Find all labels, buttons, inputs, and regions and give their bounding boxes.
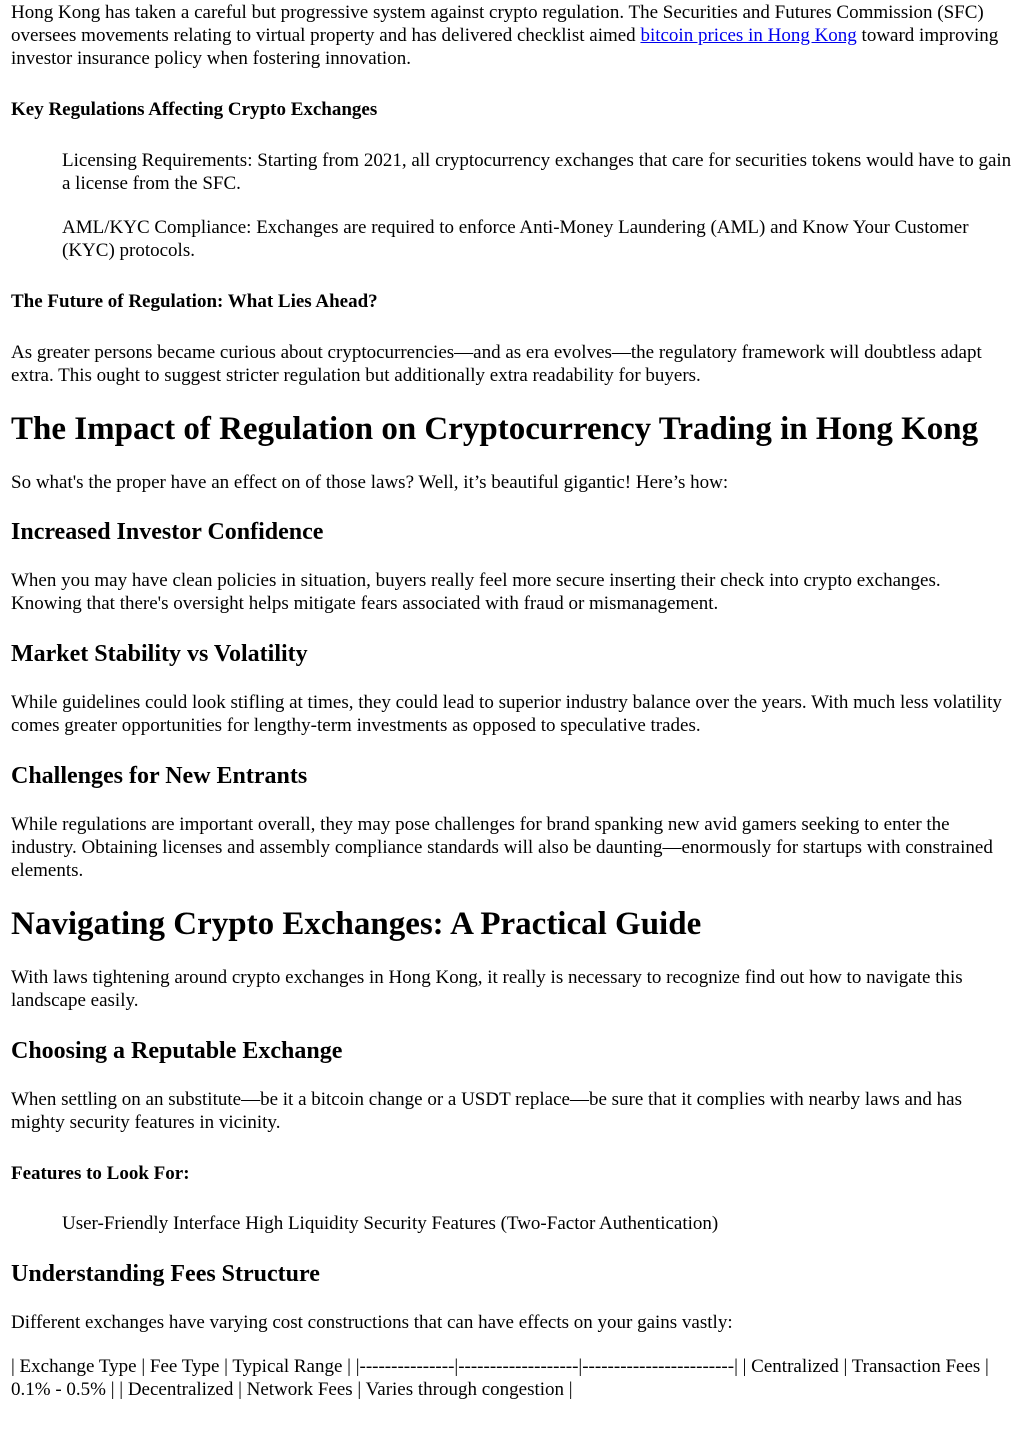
choosing-exchange-paragraph: When settling on an substitute—be it a bitcoin change or a USDT replace—be sure that it complies with nearby laws and has mighty security features in vicinity.	[11, 1089, 962, 1133]
key-regulations-heading: Key Regulations Affecting Crypto Exchanges	[11, 99, 378, 120]
features-list: User-Friendly Interface High Liquidity Security Features (Two-Factor Authentication)	[62, 1213, 719, 1234]
future-paragraph: As greater persons became curious about cryptocurrencies—and as era evolves—the regulatory framework will doubtless adapt extra. This ought to suggest stricter regulation but additionally extra readability for buyers.	[11, 342, 982, 386]
new-entrants-heading: Challenges for New Entrants	[11, 763, 308, 789]
regulation-item-aml-kyc: AML/KYC Compliance: Exchanges are required to enforce Anti-Money Laundering (AML) and Know Your Customer (KYC) protocols.	[62, 217, 969, 261]
intro-text-start: Hong Kong has taken a careful but progressive system against crypto regulation. The Securities and Futures Commission (SFC) oversees movements relating to virtual property and has delivered checklist aimed	[11, 2, 984, 46]
features-heading: Features to Look For:	[11, 1163, 190, 1184]
navigating-heading: Navigating Crypto Exchanges: A Practical Guide	[11, 906, 702, 942]
fees-table-text: | Exchange Type | Fee Type | Typical Range | |---------------|-------------------|------------------------| | Centralized | Transaction Fees | 0.1% - 0.5% | | Decentralized | Network Fees | Varies through congestion |	[11, 1356, 989, 1400]
impact-intro: So what's the proper have an effect on of those laws? Well, it’s beautiful gigantic! Here’s how:	[11, 472, 729, 493]
impact-heading: The Impact of Regulation on Cryptocurrency Trading in Hong Kong	[11, 411, 979, 447]
regulation-item-licensing: Licensing Requirements: Starting from 2021, all cryptocurrency exchanges that care for securities tokens would have to gain a license from the SFC.	[62, 150, 1012, 194]
investor-confidence-heading: Increased Investor Confidence	[11, 519, 324, 545]
market-stability-paragraph: While guidelines could look stifling at times, they could lead to superior industry balance over the years. With much less volatility comes greater opportunities for lengthy-term investments as opposed to speculative trades.	[11, 692, 1002, 736]
fees-intro: Different exchanges have varying cost constructions that can have effects on your gains vastly:	[11, 1312, 733, 1333]
intro-text-end: toward improving investor insurance policy when fostering innovation.	[11, 25, 999, 69]
bitcoin-prices-link[interactable]: bitcoin prices in Hong Kong	[640, 25, 857, 46]
investor-confidence-paragraph: When you may have clean policies in situation, buyers really feel more secure inserting their check into crypto exchanges. Knowing that there's oversight helps mitigate fears associated with fraud or mismanagement.	[11, 570, 941, 614]
market-stability-heading: Market Stability vs Volatility	[11, 641, 308, 667]
intro-paragraph	[11, 0, 1014, 70]
fees-structure-heading: Understanding Fees Structure	[11, 1261, 320, 1287]
navigating-intro: With laws tightening around crypto exchanges in Hong Kong, it really is necessary to recognize find out how to navigate this landscape easily.	[11, 967, 963, 1011]
new-entrants-paragraph: While regulations are important overall, they may pose challenges for brand spanking new avid gamers seeking to enter the industry. Obtaining licenses and assembly compliance standards will also be daunting—enormously for startups with constrained elements.	[11, 814, 993, 881]
choosing-exchange-heading: Choosing a Reputable Exchange	[11, 1038, 343, 1064]
future-heading: The Future of Regulation: What Lies Ahead?	[11, 291, 378, 312]
